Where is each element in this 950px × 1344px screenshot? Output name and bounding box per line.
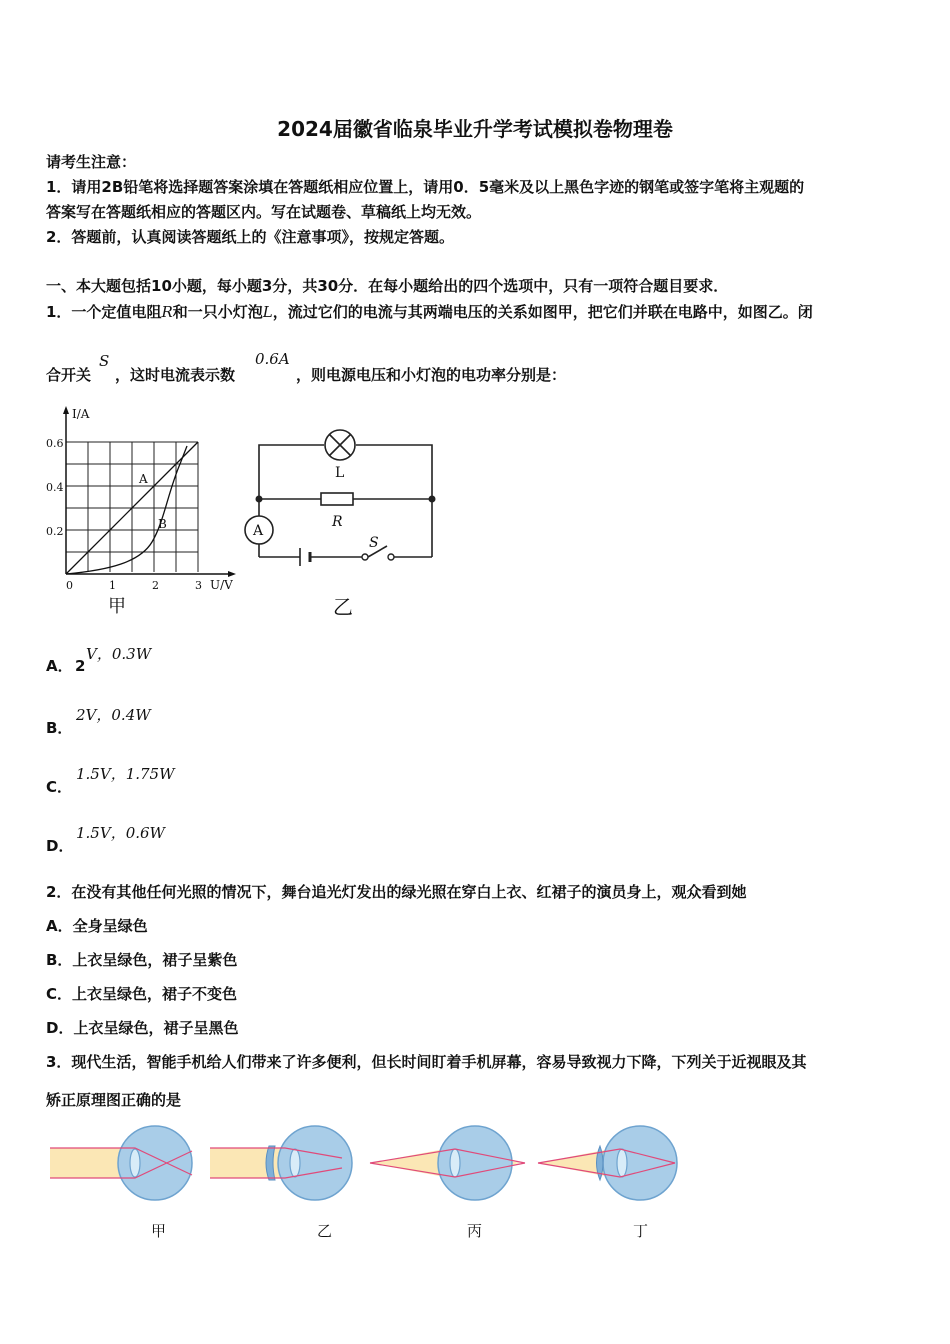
notice-heading: 请考生注意： bbox=[46, 153, 137, 171]
resistor-label: R bbox=[332, 514, 343, 530]
graph-caption: 甲 bbox=[108, 596, 126, 617]
y-axis-label: I/A bbox=[72, 407, 90, 421]
ammeter-label: A bbox=[253, 523, 264, 539]
q1-option-d-value: 1.5V，0.6W bbox=[76, 824, 165, 842]
q1-stem-p4: 合开关 bbox=[46, 366, 92, 384]
q1-option-b-label: B． bbox=[46, 719, 73, 737]
page-title: 2024届徽省临泉毕业升学考试模拟卷物理卷 bbox=[277, 117, 673, 141]
eye-diagram-bing bbox=[370, 1126, 525, 1200]
curve-lamp-b bbox=[66, 446, 187, 574]
switch-contact-left bbox=[362, 554, 368, 560]
ytick-0-2: 0.2 bbox=[46, 525, 64, 538]
junction-left bbox=[256, 496, 263, 503]
q1-switch-symbol: S bbox=[99, 352, 110, 370]
switch-label: S bbox=[369, 535, 379, 551]
x-axis-label: U/V bbox=[210, 578, 233, 592]
xtick-0: 0 bbox=[66, 579, 73, 592]
eye-caption-yi: 乙 bbox=[317, 1222, 333, 1240]
switch-contact-right bbox=[388, 554, 394, 560]
q2-option-d: D．上衣呈绿色，裙子呈黑色 bbox=[46, 1019, 239, 1037]
eye-diagram-yi bbox=[210, 1126, 352, 1200]
q1-stem-line1: 1．一个定值电阻R和一只小灯泡L，流过它们的电流与其两端电压的关系如图甲，把它们并联在电路中，如图乙。闭 bbox=[46, 303, 813, 321]
q1-stem-p5: ，这时电流表示数 bbox=[115, 366, 236, 384]
q1-option-a-label: A． bbox=[46, 657, 73, 675]
eye-caption-jia: 甲 bbox=[151, 1222, 167, 1240]
q2-option-c: C．上衣呈绿色，裙子不变色 bbox=[46, 985, 238, 1003]
circuit-caption: 乙 bbox=[333, 595, 353, 619]
notice-line-1b: 答案写在答题纸相应的答题区内。写在试题卷、草稿纸上均无效。 bbox=[46, 203, 482, 221]
ytick-0-6: 0.6 bbox=[46, 437, 64, 450]
q2-option-b: B．上衣呈绿色，裙子呈紫色 bbox=[46, 951, 238, 969]
label-a: A bbox=[139, 472, 148, 486]
q1-current-value: 0.6A bbox=[255, 350, 290, 368]
q1-option-b-value: 2V，0.4W bbox=[76, 706, 151, 724]
lamp-label: L bbox=[335, 465, 345, 481]
circuit-diagram bbox=[240, 420, 450, 620]
battery-symbol bbox=[300, 548, 310, 566]
xtick-1: 1 bbox=[109, 579, 116, 592]
xtick-3: 3 bbox=[195, 579, 202, 592]
y-axis-arrow bbox=[63, 406, 69, 414]
q1-option-d-label: D． bbox=[46, 837, 74, 855]
x-axis-arrow bbox=[228, 571, 236, 577]
ytick-0-4: 0.4 bbox=[46, 481, 64, 494]
eye-diagram-ding bbox=[538, 1126, 677, 1200]
q1-option-c-value: 1.5V，1.75W bbox=[76, 765, 175, 783]
lamp-symbol bbox=[325, 430, 355, 460]
eye-caption-bing: 丙 bbox=[467, 1222, 483, 1240]
eye-diagrams bbox=[40, 1118, 700, 1248]
label-b: B bbox=[158, 517, 167, 531]
q1-option-a-prefix: 2 bbox=[75, 657, 86, 675]
xtick-2: 2 bbox=[152, 579, 159, 592]
q1-option-a-value: V，0.3W bbox=[86, 645, 152, 663]
q3-stem-line1: 3．现代生活，智能手机给人们带来了许多便利，但长时间盯着手机屏幕，容易导致视力下降，下列关于近视眼及其 bbox=[46, 1053, 807, 1071]
junction-right bbox=[429, 496, 436, 503]
resistor-symbol bbox=[321, 493, 353, 505]
notice-line-2: 2．答题前，认真阅读答题纸上的《注意事项》，按规定答题。 bbox=[46, 228, 454, 246]
eye-caption-ding: 丁 bbox=[633, 1222, 649, 1240]
iu-graph bbox=[40, 402, 250, 622]
q3-stem-line2: 矫正原理图正确的是 bbox=[46, 1091, 182, 1109]
section-heading: 一、本大题包括10小题，每小题3分，共30分．在每小题给出的四个选项中，只有一项符合题目要求． bbox=[46, 277, 729, 295]
eye-diagram-jia bbox=[50, 1126, 192, 1200]
q1-option-c-label: C． bbox=[46, 778, 73, 796]
notice-line-1a: 1．请用2B铅笔将选择题答案涂填在答题纸相应位置上，请用0．5毫米及以上黑色字迹的钢笔或签字笔将主观题的 bbox=[46, 178, 805, 196]
q2-option-a: A．全身呈绿色 bbox=[46, 917, 148, 935]
q1-stem-p6: ，则电源电压和小灯泡的电功率分别是： bbox=[296, 366, 567, 384]
q2-stem: 2．在没有其他任何光照的情况下，舞台追光灯发出的绿光照在穿白上衣、红裙子的演员身上，观众看到她 bbox=[46, 883, 747, 901]
